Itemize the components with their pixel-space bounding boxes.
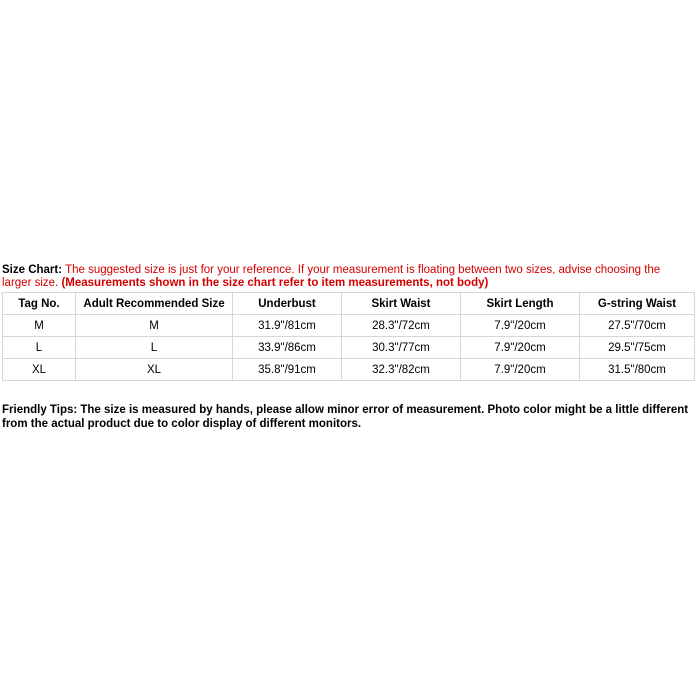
cell-skirt-length: 7.9"/20cm: [461, 315, 580, 337]
table-header-row: [3, 293, 695, 315]
size-chart-table: [2, 292, 695, 381]
cell-tag-no: XL: [3, 359, 76, 381]
header-skirt-length: Skirt Length: [461, 293, 580, 315]
cell-adult-recommended-size: L: [76, 337, 233, 359]
header-underbust: Underbust: [233, 293, 342, 315]
table-row: [3, 337, 695, 359]
cell-underbust: 33.9"/86cm: [233, 337, 342, 359]
size-chart-intro: [2, 264, 692, 290]
size-chart-note: The suggested size is just for your reference. If your measurement is floating between two sizes, advise choosing the larger size.: [2, 264, 661, 289]
cell-underbust: 31.9"/81cm: [233, 315, 342, 337]
table-row: [3, 359, 695, 381]
cell-skirt-waist: 32.3"/82cm: [342, 359, 461, 381]
cell-g-string-waist: 29.5"/75cm: [580, 337, 695, 359]
header-skirt-waist: Skirt Waist: [342, 293, 461, 315]
cell-g-string-waist: 27.5"/70cm: [580, 315, 695, 337]
cell-adult-recommended-size: M: [76, 315, 233, 337]
size-chart-label: Size Chart:: [2, 264, 63, 276]
cell-tag-no: M: [3, 315, 76, 337]
cell-skirt-length: 7.9"/20cm: [461, 337, 580, 359]
cell-skirt-length: 7.9"/20cm: [461, 359, 580, 381]
friendly-tips: Friendly Tips: The size is measured by hands, please allow minor error of measurement. Photo color might be a little different from the actual product due to color display of different monitors.: [2, 404, 689, 430]
table-row: [3, 315, 695, 337]
cell-underbust: 35.8"/91cm: [233, 359, 342, 381]
header-g-string-waist: G-string Waist: [580, 293, 695, 315]
cell-skirt-waist: 30.3"/77cm: [342, 337, 461, 359]
cell-skirt-waist: 28.3"/72cm: [342, 315, 461, 337]
cell-adult-recommended-size: XL: [76, 359, 233, 381]
cell-tag-no: L: [3, 337, 76, 359]
header-tag-no: Tag No.: [3, 293, 76, 315]
cell-g-string-waist: 31.5"/80cm: [580, 359, 695, 381]
size-chart-measurement-note: (Measurements shown in the size chart refer to item measurements, not body): [61, 277, 489, 289]
header-adult-recommended-size: Adult Recommended Size: [76, 293, 233, 315]
